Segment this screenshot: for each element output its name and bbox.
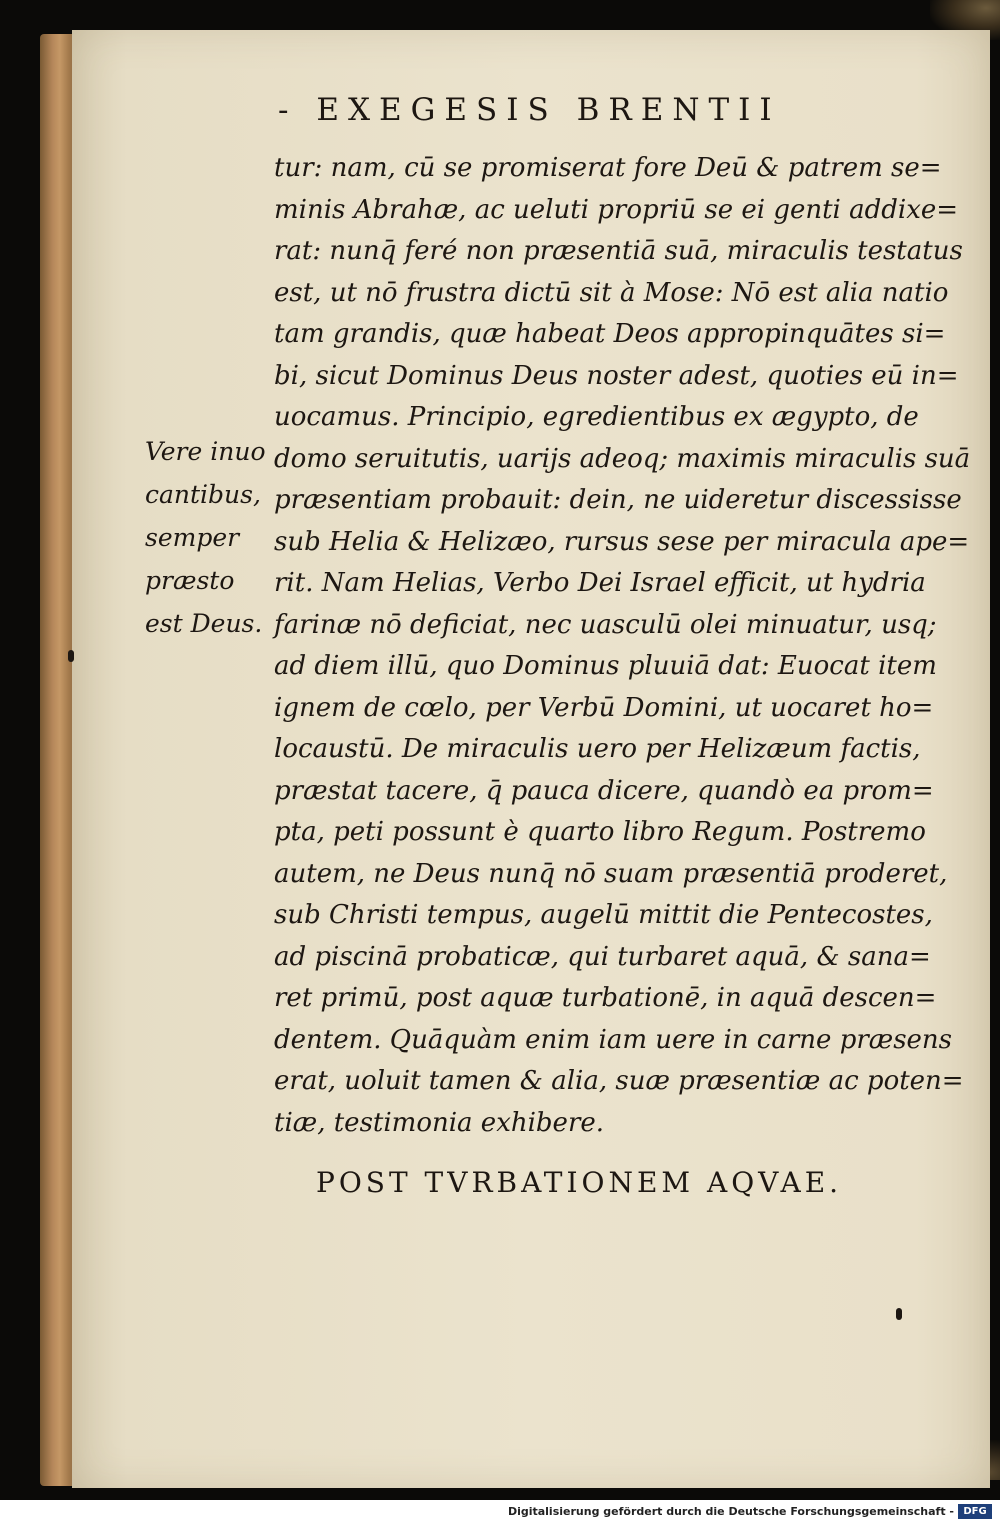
text-line: uocamus. Principio, egredientibus ex ægypto, de bbox=[274, 402, 919, 432]
ink-speck bbox=[68, 650, 74, 662]
text-line: locaustū. De miraculis uero per Helizæum factis, bbox=[274, 734, 921, 764]
ink-speck bbox=[896, 1308, 902, 1320]
body-text bbox=[274, 148, 971, 1144]
text-line: ad piscinā probaticæ, qui turbaret aquā, & sana= bbox=[274, 941, 931, 972]
text-line: ignem de cœlo, per Verbū Domini, ut uocaret ho= bbox=[274, 692, 934, 723]
text-line: rit. Nam Helias, Verbo Dei Israel efficit, ut hydria bbox=[274, 568, 926, 598]
book-edge bbox=[40, 34, 76, 1486]
text-line: sub Helia & Helizæo, rursus sese per miracula ape= bbox=[274, 526, 970, 557]
text-line: ad diem illū, quo Dominus pluuiā dat: Euocat item bbox=[274, 651, 937, 681]
running-head: - EXEGESIS BRENTII bbox=[278, 92, 781, 128]
text-line: domo seruitutis, uarijs adeoq; maximis miraculis suā bbox=[274, 443, 971, 474]
dfg-logo-icon: DFG bbox=[958, 1504, 992, 1519]
marginal-note-line: præsto bbox=[145, 566, 235, 595]
text-line: sub Christi tempus, augelū mittit die Pentecostes, bbox=[274, 900, 933, 930]
text-line: ret primū, post aquæ turbationē, in aquā descen= bbox=[274, 983, 937, 1013]
marginal-note-line: cantibus, bbox=[145, 480, 261, 509]
text-line: præstat tacere, q̄ pauca dicere, quandò ea prom= bbox=[274, 775, 934, 806]
text-line: minis Abrahæ, ac ueluti propriū se ei genti addixe= bbox=[274, 194, 959, 225]
text-line: pta, peti possunt è quarto libro Regum. Postremo bbox=[274, 817, 926, 847]
text-line: rat: nunq̄ feré non præsentiā suā, miraculis testatus bbox=[274, 236, 963, 266]
text-line: tiæ, testimonia exhibere. bbox=[274, 1107, 605, 1138]
footer-credit: Digitalisierung gefördert durch die Deutsche Forschungsgemeinschaft - bbox=[507, 1505, 954, 1518]
text-line: autem, ne Deus nunq̄ nō suam præsentiā proderet, bbox=[274, 858, 948, 889]
marginal-note-line: est Deus. bbox=[145, 609, 263, 638]
footer-bar bbox=[0, 1500, 1000, 1524]
marginal-note-line: semper bbox=[145, 523, 240, 552]
text-line: est, ut nō frustra dictū sit à Mose: Nō est alia natio bbox=[274, 277, 949, 308]
marginal-note bbox=[145, 430, 275, 645]
text-line: tam grandis, quæ habeat Deos appropinquātes si= bbox=[274, 319, 946, 349]
text-line: tur: nam, cū se promiserat fore Deū & patrem se= bbox=[274, 153, 942, 183]
text-line: bi, sicut Dominus Deus noster adest, quoties eū in= bbox=[274, 360, 959, 391]
marginal-note-line: Vere inuo bbox=[145, 437, 266, 466]
section-heading: POST TVRBATIONEM AQVAE. bbox=[316, 1166, 843, 1199]
text-line: erat, uoluit tamen & alia, suæ præsentiæ ac poten= bbox=[274, 1066, 964, 1096]
text-line: dentem. Quāquàm enim iam uere in carne præsens bbox=[274, 1024, 953, 1055]
text-line: præsentiam probauit: dein, ne uideretur discessisse bbox=[274, 485, 962, 515]
text-line: farinæ nō deficiat, nec uasculū olei minuatur, usq; bbox=[274, 609, 937, 640]
